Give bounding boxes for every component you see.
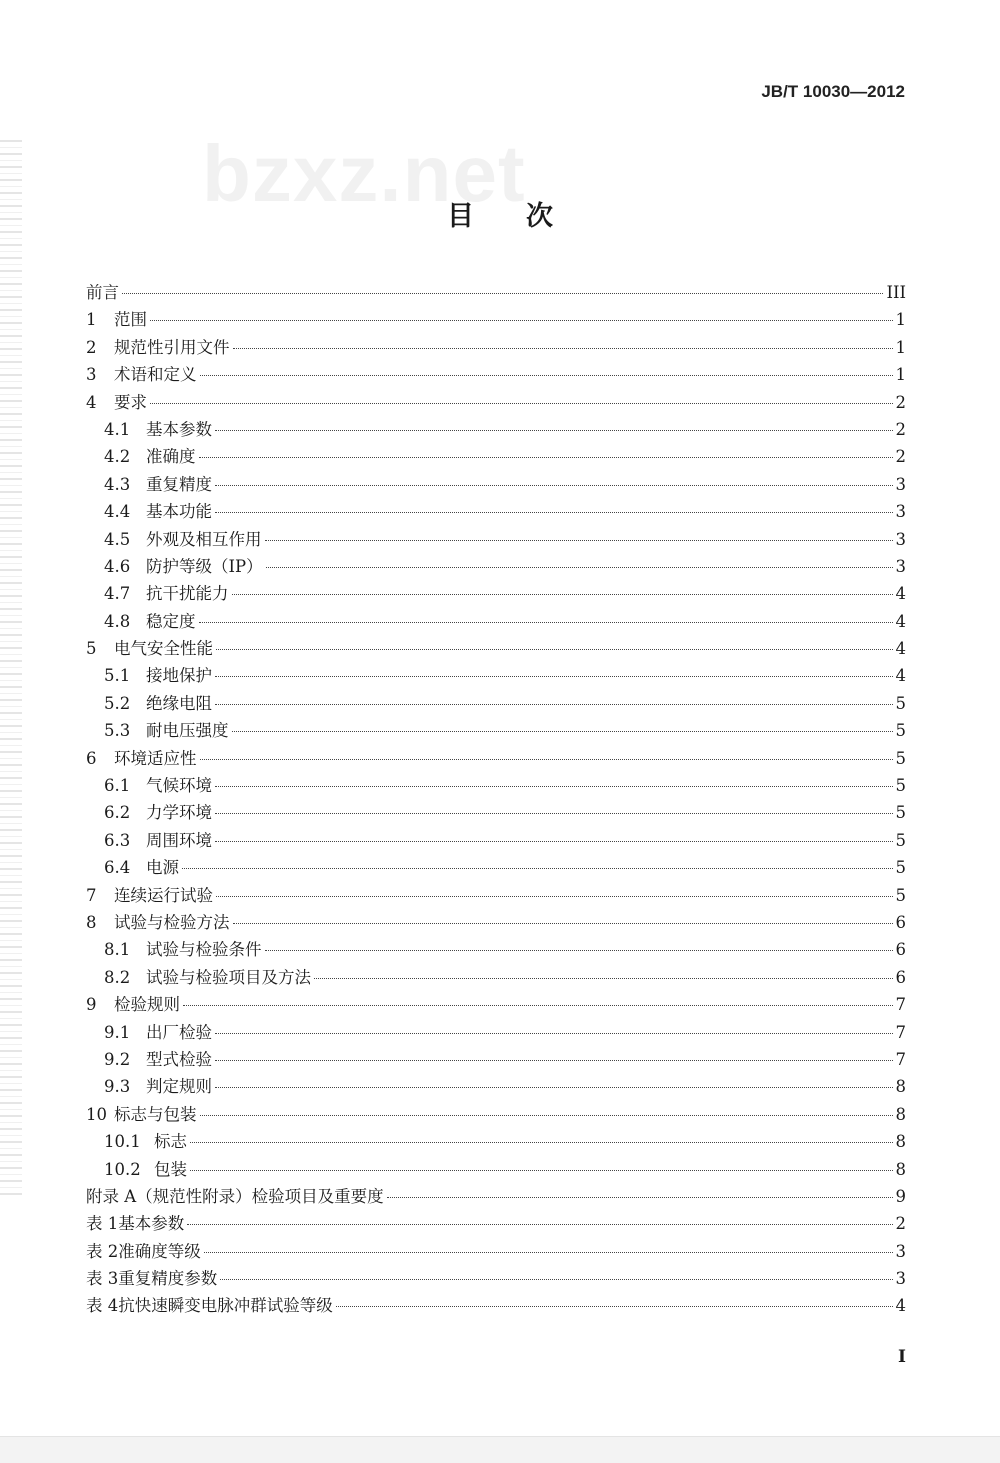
dot-leader <box>199 457 893 458</box>
toc-entry[interactable] <box>86 909 906 936</box>
toc-entry[interactable] <box>86 662 906 689</box>
toc-entry[interactable] <box>86 854 906 881</box>
toc-entry-label: 试验与检验条件 <box>146 940 262 960</box>
toc-entry-page: 3 <box>895 556 906 576</box>
toc-entry[interactable] <box>86 553 906 580</box>
toc-entry-number: 6.1 <box>104 776 131 796</box>
toc-entry-page: 4 <box>895 584 906 604</box>
dot-leader <box>387 1197 893 1198</box>
scan-bottom-band <box>0 1436 1000 1463</box>
dot-leader <box>266 567 893 568</box>
toc-entry-label: 外观及相互作用 <box>146 529 262 549</box>
dot-leader <box>200 1115 893 1116</box>
dot-leader <box>215 786 893 787</box>
toc-entry[interactable] <box>86 580 906 607</box>
toc-entry[interactable] <box>86 389 906 416</box>
toc-entry-number: 6.4 <box>104 858 131 878</box>
toc-entry-page: 5 <box>895 803 906 823</box>
toc-entry-number: 10.1 <box>104 1132 141 1152</box>
toc-entry-page: 7 <box>895 1022 906 1042</box>
toc-entry-label: 标志与包装 <box>114 1104 197 1124</box>
toc-entry-label: 耐电压强度 <box>146 721 229 741</box>
toc-entry[interactable] <box>86 334 906 361</box>
toc-entry-number: 9 <box>86 995 97 1015</box>
dot-leader <box>215 1033 893 1034</box>
toc-entry-label: 试验与检验方法 <box>114 912 230 932</box>
toc-entry-number: 9.3 <box>104 1077 131 1097</box>
toc-entry[interactable] <box>86 471 906 498</box>
dot-leader <box>220 1279 892 1280</box>
toc-entry-number: 4.2 <box>104 447 131 467</box>
dot-leader <box>336 1306 893 1307</box>
dot-leader <box>215 704 893 705</box>
toc-entry-page: 7 <box>895 995 906 1015</box>
toc-entry-page: 5 <box>895 748 906 768</box>
toc-entry-label: 要求 <box>114 392 147 412</box>
toc-entry-label: 准确度 <box>146 447 196 467</box>
toc-entry-page: 3 <box>895 1241 906 1261</box>
toc-entry-label: 检验规则 <box>114 995 180 1015</box>
toc-entry-page: 8 <box>895 1077 906 1097</box>
toc-entry[interactable] <box>86 1183 906 1210</box>
toc-entry-label: 术语和定义 <box>114 365 197 385</box>
scan-edge-artifact <box>0 140 22 1200</box>
toc-entry-page: 4 <box>895 666 906 686</box>
toc-entry-page: 6 <box>895 967 906 987</box>
toc-entry-label: 力学环境 <box>146 803 212 823</box>
page-title: 目次 <box>447 201 605 232</box>
dot-leader <box>216 896 893 897</box>
toc-entry[interactable] <box>86 964 906 991</box>
toc-entry-number: 6 <box>86 748 97 768</box>
toc-entry-number: 4.3 <box>104 474 131 494</box>
toc-entry-number: 10.2 <box>104 1159 141 1179</box>
toc-entry-page: 5 <box>895 776 906 796</box>
toc-entry-label: 气候环境 <box>146 776 212 796</box>
toc-entry-number: 表 3 <box>86 1269 119 1289</box>
toc-entry-page: 5 <box>895 885 906 905</box>
toc-entry[interactable] <box>86 936 906 963</box>
dot-leader <box>216 649 893 650</box>
toc-entry-page: 6 <box>895 912 906 932</box>
toc-entry-label: 电气安全性能 <box>114 639 213 659</box>
toc-entry-label: 基本参数 <box>118 1214 185 1234</box>
toc-entry-number: 4.1 <box>104 419 131 439</box>
toc-entry-number: 8 <box>86 912 97 932</box>
toc-entry-number: 4.7 <box>104 584 131 604</box>
toc-entry[interactable] <box>86 1265 906 1292</box>
page-number: I <box>898 1347 906 1367</box>
toc-entry[interactable] <box>86 498 906 525</box>
dot-leader <box>314 978 893 979</box>
toc-entry-page: 3 <box>895 474 906 494</box>
toc-entry-label: 稳定度 <box>146 611 196 631</box>
toc-entry[interactable] <box>86 526 906 553</box>
toc-entry-number: 9.2 <box>104 1049 131 1069</box>
toc-entry-label: 判定规则 <box>146 1077 212 1097</box>
dot-leader <box>190 1142 893 1143</box>
toc-entry-page: 5 <box>895 693 906 713</box>
toc-entry-number: 4.4 <box>104 502 131 522</box>
toc-entry-page: 9 <box>895 1186 906 1206</box>
toc-entry[interactable] <box>86 416 906 443</box>
toc-entry-page: 3 <box>895 502 906 522</box>
dot-leader <box>187 1224 892 1225</box>
dot-leader <box>183 1005 893 1006</box>
toc-entry[interactable] <box>86 799 906 826</box>
toc-entry[interactable] <box>86 306 906 333</box>
toc-entry-label: 基本参数 <box>146 419 212 439</box>
toc-entry[interactable] <box>86 608 906 635</box>
toc-entry[interactable] <box>86 882 906 909</box>
toc-entry[interactable] <box>86 361 906 388</box>
toc-entry-page: 2 <box>895 1214 906 1234</box>
toc-entry-label: 防护等级（IP） <box>146 556 263 576</box>
toc-entry-number: 6.3 <box>104 830 131 850</box>
toc-entry-page: 8 <box>895 1159 906 1179</box>
dot-leader <box>190 1170 893 1171</box>
dot-leader <box>265 950 893 951</box>
toc-entry-label: 前言 <box>86 283 119 302</box>
toc-entry-page: 2 <box>895 447 906 467</box>
toc-entry-page: 4 <box>895 1296 906 1316</box>
toc-entry[interactable] <box>86 1292 906 1319</box>
dot-leader <box>215 1087 893 1088</box>
toc-entry-page: 6 <box>895 940 906 960</box>
toc-entry-number: 1 <box>86 310 97 330</box>
dot-leader <box>200 759 893 760</box>
dot-leader <box>233 348 893 349</box>
toc-entry-page: 8 <box>895 1132 906 1152</box>
dot-leader <box>215 1060 893 1061</box>
toc-entry-label: 型式检验 <box>146 1049 212 1069</box>
dot-leader <box>215 676 893 677</box>
dot-leader <box>215 841 893 842</box>
dot-leader <box>182 868 893 869</box>
toc-entry-number: 4.5 <box>104 529 131 549</box>
toc-entry-page: 3 <box>895 529 906 549</box>
toc-entry-number: 表 1 <box>86 1214 119 1234</box>
toc-entry-number: 5 <box>86 639 97 659</box>
toc-entry[interactable] <box>86 772 906 799</box>
dot-leader <box>215 430 893 431</box>
toc-entry-label: 接地保护 <box>146 666 212 686</box>
toc-entry[interactable] <box>86 443 906 470</box>
toc-entry-page: 2 <box>895 419 906 439</box>
toc-entry-page: 1 <box>895 365 906 385</box>
table-of-contents <box>86 279 906 1320</box>
toc-entry-label: 周围环境 <box>146 830 212 850</box>
toc-entry[interactable] <box>86 279 906 306</box>
toc-entry-page: 2 <box>895 392 906 412</box>
toc-entry-number: 表 2 <box>86 1241 119 1261</box>
toc-entry-label: 试验与检验项目及方法 <box>146 967 311 987</box>
toc-entry-number: 2 <box>86 337 97 357</box>
dot-leader <box>232 731 893 732</box>
standard-code: JB/T 10030—2012 <box>761 82 905 101</box>
toc-entry[interactable] <box>86 635 906 662</box>
toc-entry-number: 5.3 <box>104 721 131 741</box>
toc-entry-page: 4 <box>895 611 906 631</box>
toc-entry-label: 规范性引用文件 <box>114 337 230 357</box>
toc-entry-page: 5 <box>895 721 906 741</box>
dot-leader <box>265 540 893 541</box>
toc-entry-label: 重复精度 <box>146 474 212 494</box>
toc-entry-number: 表 4 <box>86 1296 119 1316</box>
dot-leader <box>200 375 893 376</box>
toc-entry-page: 3 <box>895 1269 906 1289</box>
toc-entry[interactable] <box>86 1238 906 1265</box>
toc-entry-label: 绝缘电阻 <box>146 693 212 713</box>
toc-entry-page: 5 <box>895 830 906 850</box>
toc-entry-label: 准确度等级 <box>118 1241 201 1261</box>
toc-entry-label: 包装 <box>154 1159 187 1179</box>
toc-entry-number: 9.1 <box>104 1022 131 1042</box>
toc-entry-number: 8.1 <box>104 940 131 960</box>
toc-entry[interactable] <box>86 690 906 717</box>
toc-entry[interactable] <box>86 1046 906 1073</box>
toc-entry[interactable] <box>86 717 906 744</box>
toc-entry-label: 附录 A（规范性附录）检验项目及重要度 <box>86 1186 384 1206</box>
toc-entry-page: 5 <box>895 858 906 878</box>
toc-entry-number: 4.6 <box>104 556 131 576</box>
toc-entry-label: 环境适应性 <box>114 748 197 768</box>
toc-entry-number: 5.2 <box>104 693 131 713</box>
dot-leader <box>204 1252 893 1253</box>
toc-entry-number: 6.2 <box>104 803 131 823</box>
toc-entry-label: 出厂检验 <box>146 1022 212 1042</box>
toc-entry[interactable] <box>86 827 906 854</box>
dot-leader <box>199 622 893 623</box>
dot-leader <box>150 403 893 404</box>
dot-leader <box>233 923 893 924</box>
toc-entry-page: III <box>886 283 906 302</box>
toc-entry[interactable] <box>86 1073 906 1100</box>
toc-entry[interactable] <box>86 991 906 1018</box>
toc-entry-label: 基本功能 <box>146 502 212 522</box>
toc-entry-label: 抗干扰能力 <box>146 584 229 604</box>
toc-entry-number: 4 <box>86 392 97 412</box>
toc-entry-number: 10 <box>86 1104 107 1124</box>
toc-entry-label: 电源 <box>146 858 179 878</box>
toc-entry-number: 3 <box>86 365 97 385</box>
dot-leader <box>215 813 893 814</box>
toc-entry-label: 标志 <box>154 1132 187 1152</box>
toc-entry-number: 5.1 <box>104 666 131 686</box>
toc-entry[interactable] <box>86 745 906 772</box>
toc-entry-label: 抗快速瞬变电脉冲群试验等级 <box>118 1296 333 1316</box>
toc-entry[interactable] <box>86 1210 906 1237</box>
toc-entry-page: 4 <box>895 639 906 659</box>
toc-entry-number: 8.2 <box>104 967 131 987</box>
toc-entry[interactable] <box>86 1128 906 1155</box>
dot-leader <box>215 485 893 486</box>
toc-entry-number: 4.8 <box>104 611 131 631</box>
toc-entry-label: 范围 <box>114 310 147 330</box>
toc-entry-number: 7 <box>86 885 97 905</box>
toc-entry-label: 连续运行试验 <box>114 885 213 905</box>
toc-entry-page: 1 <box>895 337 906 357</box>
watermark: bzxz.net <box>202 129 526 218</box>
toc-entry[interactable] <box>86 1156 906 1183</box>
toc-entry[interactable] <box>86 1019 906 1046</box>
dot-leader <box>150 320 893 321</box>
toc-entry-label: 重复精度参数 <box>118 1269 218 1289</box>
toc-entry[interactable] <box>86 1101 906 1128</box>
dot-leader <box>215 512 893 513</box>
dot-leader <box>232 594 893 595</box>
dot-leader <box>122 293 883 294</box>
toc-entry-page: 7 <box>895 1049 906 1069</box>
toc-entry-page: 1 <box>895 310 906 330</box>
toc-entry-page: 8 <box>895 1104 906 1124</box>
